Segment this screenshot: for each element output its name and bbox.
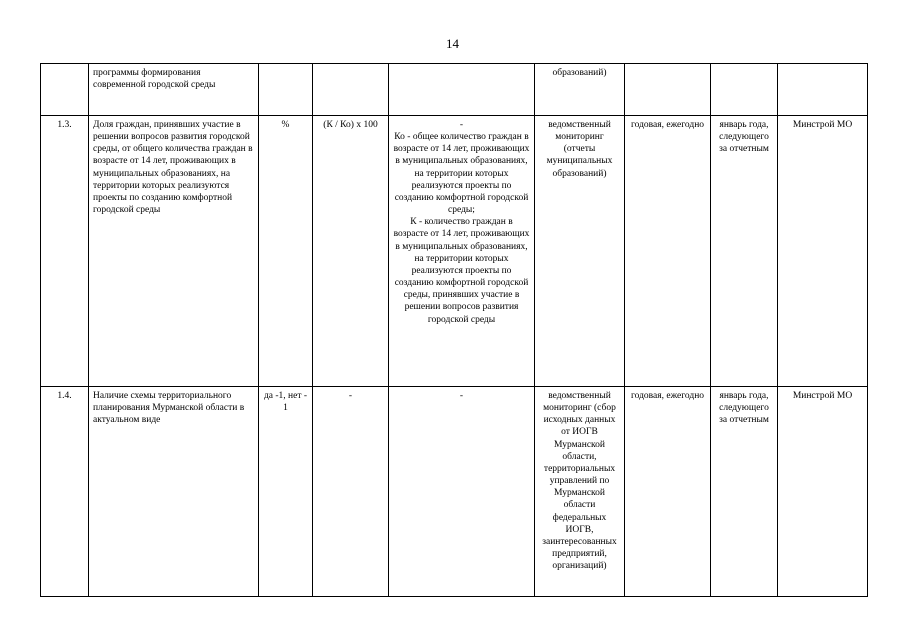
indicator-name-cell: Наличие схемы территориального планирования Мурманской области в актуальном виде bbox=[89, 387, 259, 597]
periodicity-cell: годовая, ежегодно bbox=[625, 116, 711, 387]
responsible-cell: Минстрой МО bbox=[778, 116, 868, 387]
table-row bbox=[41, 64, 868, 116]
indicators-table bbox=[40, 63, 868, 597]
table-row bbox=[41, 116, 868, 387]
responsible-cell: Минстрой МО bbox=[778, 387, 868, 597]
deadline-cell: январь года, следующего за отчетным bbox=[711, 387, 778, 597]
row-number-cell bbox=[41, 64, 89, 116]
definition-cell: - bbox=[389, 387, 535, 597]
table-row bbox=[41, 387, 868, 597]
deadline-cell: январь года, следующего за отчетным bbox=[711, 116, 778, 387]
page-number: 14 bbox=[446, 36, 459, 51]
periodicity-cell bbox=[625, 64, 711, 116]
definition-cell: - Ко - общее количество граждан в возрасте от 14 лет, проживающих в муниципальных образованиях, на территории которых реализуются проекты по созданию комфортной городской среды; К - количество граждан в возрасте от 14 лет, проживающих в муниципальных образованиях, на территории которых реализуются проекты по созданию комфортной городской среды, принявших участие в решении вопросов развития городской среды bbox=[389, 116, 535, 387]
data-source-cell: ведомственный мониторинг (сбор исходных данных от ИОГВ Мурманской области, территориальных управлений по Мурманской области федеральных ИОГВ, заинтересованных предприятий, организаций) bbox=[535, 387, 625, 597]
data-source-cell: образований) bbox=[535, 64, 625, 116]
indicator-name-cell: Доля граждан, принявших участие в решении вопросов развития городской среды, от общего количества граждан в возрасте от 14 лет, проживающих в муниципальных образованиях, на территории которых реализуются проекты по созданию комфортной городской среды bbox=[89, 116, 259, 387]
row-number-cell: 1.4. bbox=[41, 387, 89, 597]
definition-cell bbox=[389, 64, 535, 116]
formula-cell: - bbox=[313, 387, 389, 597]
indicator-name-cell: программы формирования современной городской среды bbox=[89, 64, 259, 116]
data-source-cell: ведомственный мониторинг (отчеты муниципальных образований) bbox=[535, 116, 625, 387]
row-number-cell: 1.3. bbox=[41, 116, 89, 387]
unit-cell: % bbox=[259, 116, 313, 387]
deadline-cell bbox=[711, 64, 778, 116]
unit-cell bbox=[259, 64, 313, 116]
responsible-cell bbox=[778, 64, 868, 116]
formula-cell: (К / Ко) x 100 bbox=[313, 116, 389, 387]
formula-cell bbox=[313, 64, 389, 116]
unit-cell: да -1, нет - 1 bbox=[259, 387, 313, 597]
periodicity-cell: годовая, ежегодно bbox=[625, 387, 711, 597]
